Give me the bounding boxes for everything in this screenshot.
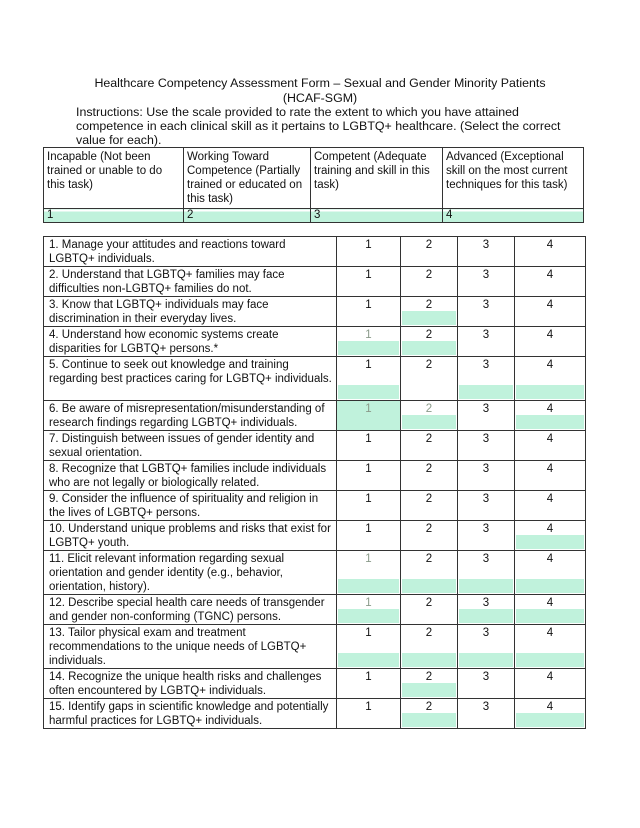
rating-option-label: 4	[546, 403, 554, 415]
rating-option-3[interactable]	[458, 595, 515, 625]
rating-option-3[interactable]	[458, 431, 515, 461]
rating-option-1[interactable]	[337, 401, 401, 431]
rating-option-label: 3	[482, 523, 490, 535]
scale-value-row	[44, 209, 584, 223]
rating-option-label: 4	[546, 299, 554, 311]
rating-option-3[interactable]	[458, 297, 515, 327]
rating-option-1[interactable]	[337, 461, 401, 491]
rating-option-label: 4	[546, 269, 554, 281]
scale-value: 2	[184, 209, 311, 223]
rating-option-2[interactable]	[401, 401, 458, 431]
rating-option-label: 3	[482, 671, 490, 683]
rating-option-label: 2	[425, 463, 433, 475]
instructions-label: Instructions:	[76, 105, 143, 119]
rating-option-label: 1	[365, 269, 372, 281]
rating-option-3[interactable]	[458, 551, 515, 595]
item-text: 2. Understand that LGBTQ+ families may face difficulties non-LGBTQ+ families do not.	[44, 267, 337, 297]
rating-option-4[interactable]	[515, 357, 586, 401]
competency-item-row	[44, 625, 586, 669]
rating-option-2[interactable]	[401, 625, 458, 669]
rating-option-label: 4	[546, 359, 554, 371]
form-subtitle: (HCAF-SGM)	[282, 91, 358, 105]
form-title: Healthcare Competency Assessment Form – Sexual and Gender Minority Patients	[94, 76, 546, 90]
rating-option-label: 3	[482, 329, 490, 341]
rating-option-3[interactable]	[458, 401, 515, 431]
rating-option-1[interactable]	[337, 521, 401, 551]
rating-option-label: 2	[425, 239, 433, 251]
item-text: 14. Recognize the unique health risks and challenges often encountered by LGBTQ+ individuals.	[44, 669, 337, 699]
rating-option-label: 4	[546, 329, 554, 341]
rating-option-2[interactable]	[401, 237, 458, 267]
scale-description: Incapable (Not been trained or unable to do this task)	[44, 148, 184, 209]
scale-value: 4	[443, 209, 584, 223]
rating-option-label: 1	[365, 523, 372, 535]
rating-option-3[interactable]	[458, 669, 515, 699]
competency-item-row	[44, 297, 586, 327]
rating-option-3[interactable]	[458, 461, 515, 491]
competency-item-row	[44, 357, 586, 401]
rating-option-label: 1	[365, 671, 372, 683]
rating-option-label: 2	[425, 493, 433, 505]
rating-option-label: 4	[546, 239, 554, 251]
rating-scale-table	[43, 147, 584, 223]
rating-option-label: 2	[425, 523, 433, 535]
rating-option-4[interactable]	[515, 327, 586, 357]
rating-option-label: 4	[546, 493, 554, 505]
rating-option-label: 1	[365, 701, 372, 713]
rating-option-2[interactable]	[401, 461, 458, 491]
rating-option-4[interactable]	[515, 461, 586, 491]
rating-option-label: 2	[425, 359, 433, 371]
rating-option-label: 1	[365, 403, 372, 415]
item-text: 7. Distinguish between issues of gender identity and sexual orientation.	[44, 431, 337, 461]
rating-option-label: 2	[425, 701, 433, 713]
rating-option-1[interactable]	[337, 357, 401, 401]
rating-option-label: 1	[365, 493, 372, 505]
item-text: 13. Tailor physical exam and treatment recommendations to the unique needs of LGBTQ+ individuals.	[44, 625, 337, 669]
rating-option-3[interactable]	[458, 237, 515, 267]
rating-option-1[interactable]	[337, 625, 401, 669]
item-text: 1. Manage your attitudes and reactions toward LGBTQ+ individuals.	[44, 237, 337, 267]
rating-option-3[interactable]	[458, 625, 515, 669]
rating-option-label: 1	[365, 433, 372, 445]
rating-option-label: 3	[482, 403, 490, 415]
rating-option-label: 1	[365, 359, 372, 371]
rating-option-2[interactable]	[401, 267, 458, 297]
rating-option-1[interactable]	[337, 297, 401, 327]
rating-option-label: 1	[365, 597, 372, 609]
competency-item-row	[44, 551, 586, 595]
item-text: 9. Consider the influence of spirituality and religion in the lives of LGBTQ+ persons.	[44, 491, 337, 521]
rating-option-4[interactable]	[515, 551, 586, 595]
item-text: 10. Understand unique problems and risks that exist for LGBTQ+ youth.	[44, 521, 337, 551]
scale-value: 3	[311, 209, 443, 223]
scale-description: Competent (Adequate training and skill in this task)	[311, 148, 443, 209]
rating-option-3[interactable]	[458, 699, 515, 729]
rating-option-label: 2	[425, 269, 433, 281]
rating-option-label: 2	[425, 627, 433, 639]
rating-option-label: 4	[546, 463, 554, 475]
rating-option-1[interactable]	[337, 699, 401, 729]
rating-option-label: 4	[546, 597, 554, 609]
rating-option-4[interactable]	[515, 237, 586, 267]
rating-option-label: 4	[546, 701, 554, 713]
instructions-text: Use the scale provided to rate the extent to which you have attained competence in each clinical skill as it pertains to LGBTQ+ healthcare. (Select the correct value for each).	[76, 105, 561, 147]
rating-option-2[interactable]	[401, 357, 458, 401]
rating-option-4[interactable]	[515, 431, 586, 461]
rating-option-2[interactable]	[401, 431, 458, 461]
rating-option-label: 2	[425, 671, 433, 683]
rating-option-label: 2	[425, 403, 433, 415]
competency-item-row	[44, 431, 586, 461]
rating-option-label: 3	[482, 553, 490, 565]
item-text: 5. Continue to seek out knowledge and training regarding best practices caring for LGBTQ+ individuals.	[44, 357, 337, 401]
rating-option-label: 1	[365, 299, 372, 311]
rating-option-4[interactable]	[515, 625, 586, 669]
rating-option-3[interactable]	[458, 327, 515, 357]
item-text: 4. Understand how economic systems create disparities for LGBTQ+ persons.*	[44, 327, 337, 357]
rating-option-label: 1	[365, 239, 372, 251]
competency-item-row	[44, 327, 586, 357]
rating-option-label: 3	[482, 239, 490, 251]
competency-item-row	[44, 699, 586, 729]
rating-option-1[interactable]	[337, 595, 401, 625]
rating-option-4[interactable]	[515, 595, 586, 625]
item-text: 15. Identify gaps in scientific knowledge and potentially harmful practices for LGBTQ+ individuals.	[44, 699, 337, 729]
rating-option-label: 1	[365, 463, 372, 475]
rating-option-label: 4	[546, 627, 554, 639]
rating-option-1[interactable]	[337, 327, 401, 357]
rating-option-label: 3	[482, 627, 490, 639]
rating-option-label: 2	[425, 433, 433, 445]
rating-option-label: 2	[425, 329, 433, 341]
rating-option-2[interactable]	[401, 699, 458, 729]
competency-item-row	[44, 401, 586, 431]
rating-option-4[interactable]	[515, 267, 586, 297]
rating-option-label: 4	[546, 671, 554, 683]
rating-option-label: 3	[482, 493, 490, 505]
competency-item-row	[44, 491, 586, 521]
rating-option-1[interactable]	[337, 237, 401, 267]
rating-option-1[interactable]	[337, 431, 401, 461]
competency-item-row	[44, 595, 586, 625]
rating-option-label: 3	[482, 433, 490, 445]
rating-option-2[interactable]	[401, 297, 458, 327]
instructions	[76, 105, 576, 147]
item-text: 8. Recognize that LGBTQ+ families include individuals who are not legally or biologically related.	[44, 461, 337, 491]
rating-option-label: 2	[425, 299, 433, 311]
competency-items-table	[43, 236, 586, 729]
rating-option-1[interactable]	[337, 491, 401, 521]
rating-option-label: 4	[546, 433, 554, 445]
rating-option-2[interactable]	[401, 521, 458, 551]
rating-option-label: 1	[365, 329, 372, 341]
item-text: 6. Be aware of misrepresentation/misunderstanding of research findings regarding LGBTQ+ individuals.	[44, 401, 337, 431]
rating-option-label: 3	[482, 701, 490, 713]
rating-option-4[interactable]	[515, 401, 586, 431]
item-text: 3. Know that LGBTQ+ individuals may face discrimination in their everyday lives.	[44, 297, 337, 327]
rating-option-label: 1	[365, 553, 372, 565]
rating-option-label: 2	[425, 553, 433, 565]
rating-option-4[interactable]	[515, 669, 586, 699]
competency-item-row	[44, 267, 586, 297]
rating-option-label: 3	[482, 463, 490, 475]
competency-item-row	[44, 237, 586, 267]
scale-description-row	[44, 148, 584, 209]
rating-option-3[interactable]	[458, 491, 515, 521]
rating-option-label: 1	[365, 627, 372, 639]
rating-option-2[interactable]	[401, 491, 458, 521]
competency-item-row	[44, 669, 586, 699]
scale-description: Advanced (Exceptional skill on the most current techniques for this task)	[443, 148, 584, 209]
rating-option-4[interactable]	[515, 297, 586, 327]
rating-option-label: 4	[546, 523, 554, 535]
rating-option-3[interactable]	[458, 357, 515, 401]
rating-option-3[interactable]	[458, 521, 515, 551]
item-text: 12. Describe special health care needs of transgender and gender non-conforming (TGNC) persons.	[44, 595, 337, 625]
rating-option-label: 3	[482, 269, 490, 281]
rating-option-1[interactable]	[337, 551, 401, 595]
rating-option-4[interactable]	[515, 521, 586, 551]
rating-option-label: 3	[482, 299, 490, 311]
competency-item-row	[44, 461, 586, 491]
rating-option-4[interactable]	[515, 699, 586, 729]
scale-value: 1	[44, 209, 184, 223]
rating-option-2[interactable]	[401, 669, 458, 699]
rating-option-label: 3	[482, 597, 490, 609]
rating-option-2[interactable]	[401, 551, 458, 595]
rating-option-label: 3	[482, 359, 490, 371]
rating-option-1[interactable]	[337, 669, 401, 699]
rating-option-1[interactable]	[337, 267, 401, 297]
rating-option-label: 2	[425, 597, 433, 609]
rating-option-label: 4	[546, 553, 554, 565]
competency-item-row	[44, 521, 586, 551]
rating-option-3[interactable]	[458, 267, 515, 297]
scale-description: Working Toward Competence (Partially trained or educated on this task)	[184, 148, 311, 209]
rating-option-2[interactable]	[401, 327, 458, 357]
rating-option-2[interactable]	[401, 595, 458, 625]
item-text: 11. Elicit relevant information regarding sexual orientation and gender identity (e.g., behavior, orientation, history).	[44, 551, 337, 595]
rating-option-4[interactable]	[515, 491, 586, 521]
